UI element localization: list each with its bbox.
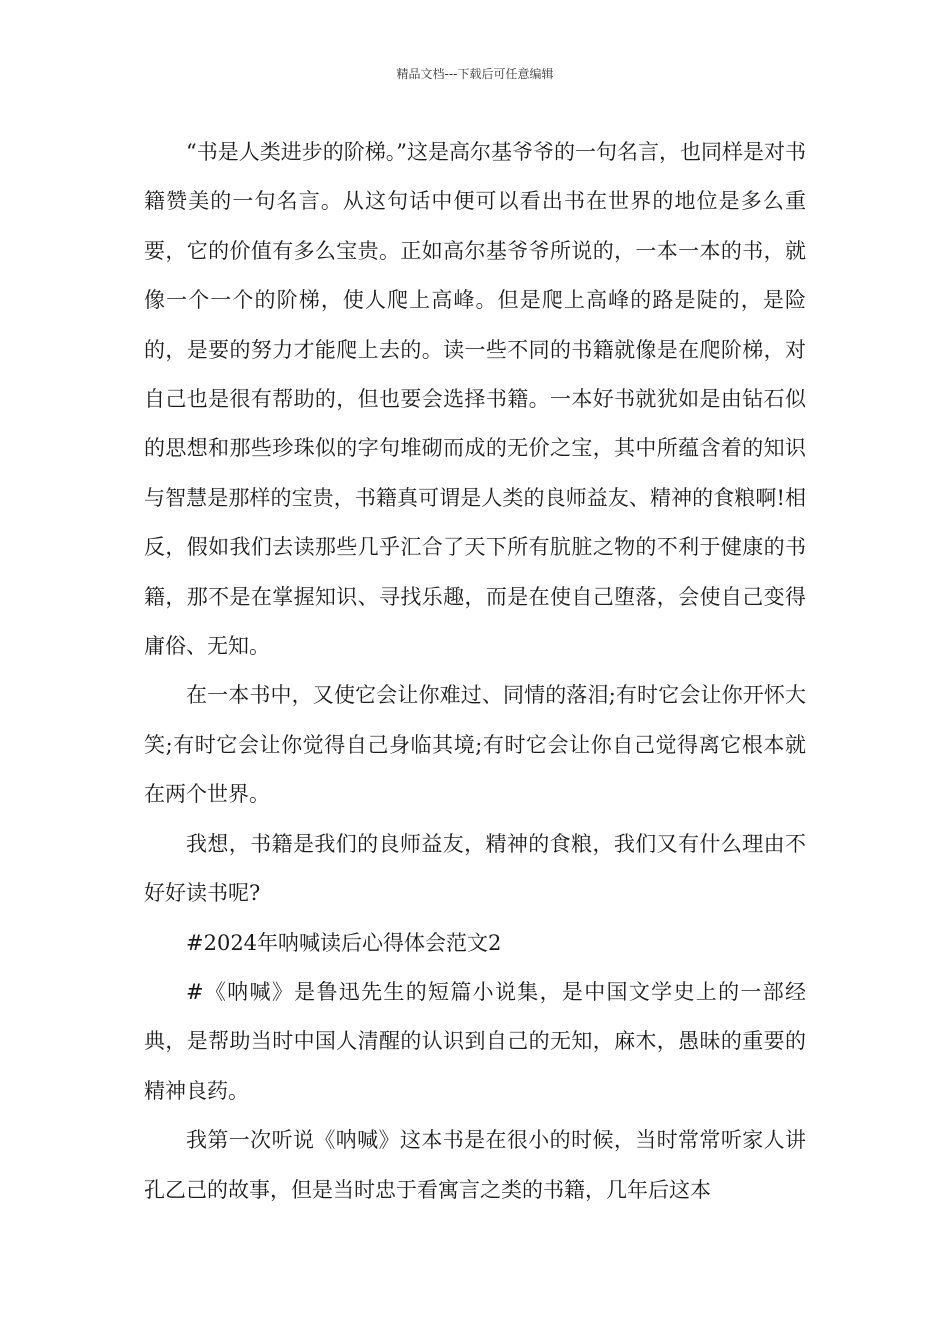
document-body bbox=[144, 128, 806, 1215]
paragraph-4: #《呐喊》是鲁迅先生的短篇小说集，是中国文学史上的一部经典，是帮助当时中国人清醒的认识到自己的无知，麻木，愚昧的重要的精神良药。 bbox=[144, 979, 806, 1103]
paragraph-5: 我第一次听说《呐喊》这本书是在很小的时候，当时常常听家人讲孔乙己的故事，但是当时忠于看寓言之类的书籍，几年后这本 bbox=[144, 1128, 806, 1202]
paragraph-1: “书是人类进步的阶梯。”这是高尔基爷爷的一句名言，也同样是对书籍赞美的一句名言。从这句话中便可以看出书在世界的地位是多么重要，它的价值有多么宝贵。正如高尔基爷爷所说的，一本一本的书，就像一个一个的阶梯，使人爬上高峰。但是爬上高峰的路是陡的，是险的，是要的努力才能爬上去的。读一些不同的书籍就像是在爬阶梯，对自己也是很有帮助的，但也要会选择书籍。一本好书就犹如是由钻石似的思想和那些珍珠似的字句堆砌而成的无价之宝，其中所蕴含着的知识与智慧是那样的宝贵，书籍真可谓是人类的良师益友、精神的食粮啊!相反，假如我们去读那些几乎汇合了天下所有肮脏之物的不利于健康的书籍，那不是在掌握知识、寻找乐趣，而是在使自己堕落，会使自己变得庸俗、无知。 bbox=[144, 140, 806, 659]
page-header: 精品文档---下载后可任意编辑 bbox=[396, 67, 554, 81]
section-heading: #2024年呐喊读后心得体会范文2 bbox=[186, 930, 502, 955]
paragraph-2: 在一本书中，又使它会让你难过、同情的落泪;有时它会让你开怀大笑;有时它会让你觉得自己身临其境;有时它会让你自己觉得离它根本就在两个世界。 bbox=[144, 683, 806, 807]
paragraph-3: 我想，书籍是我们的良师益友，精神的食粮，我们又有什么理由不好好读书呢? bbox=[144, 831, 806, 906]
